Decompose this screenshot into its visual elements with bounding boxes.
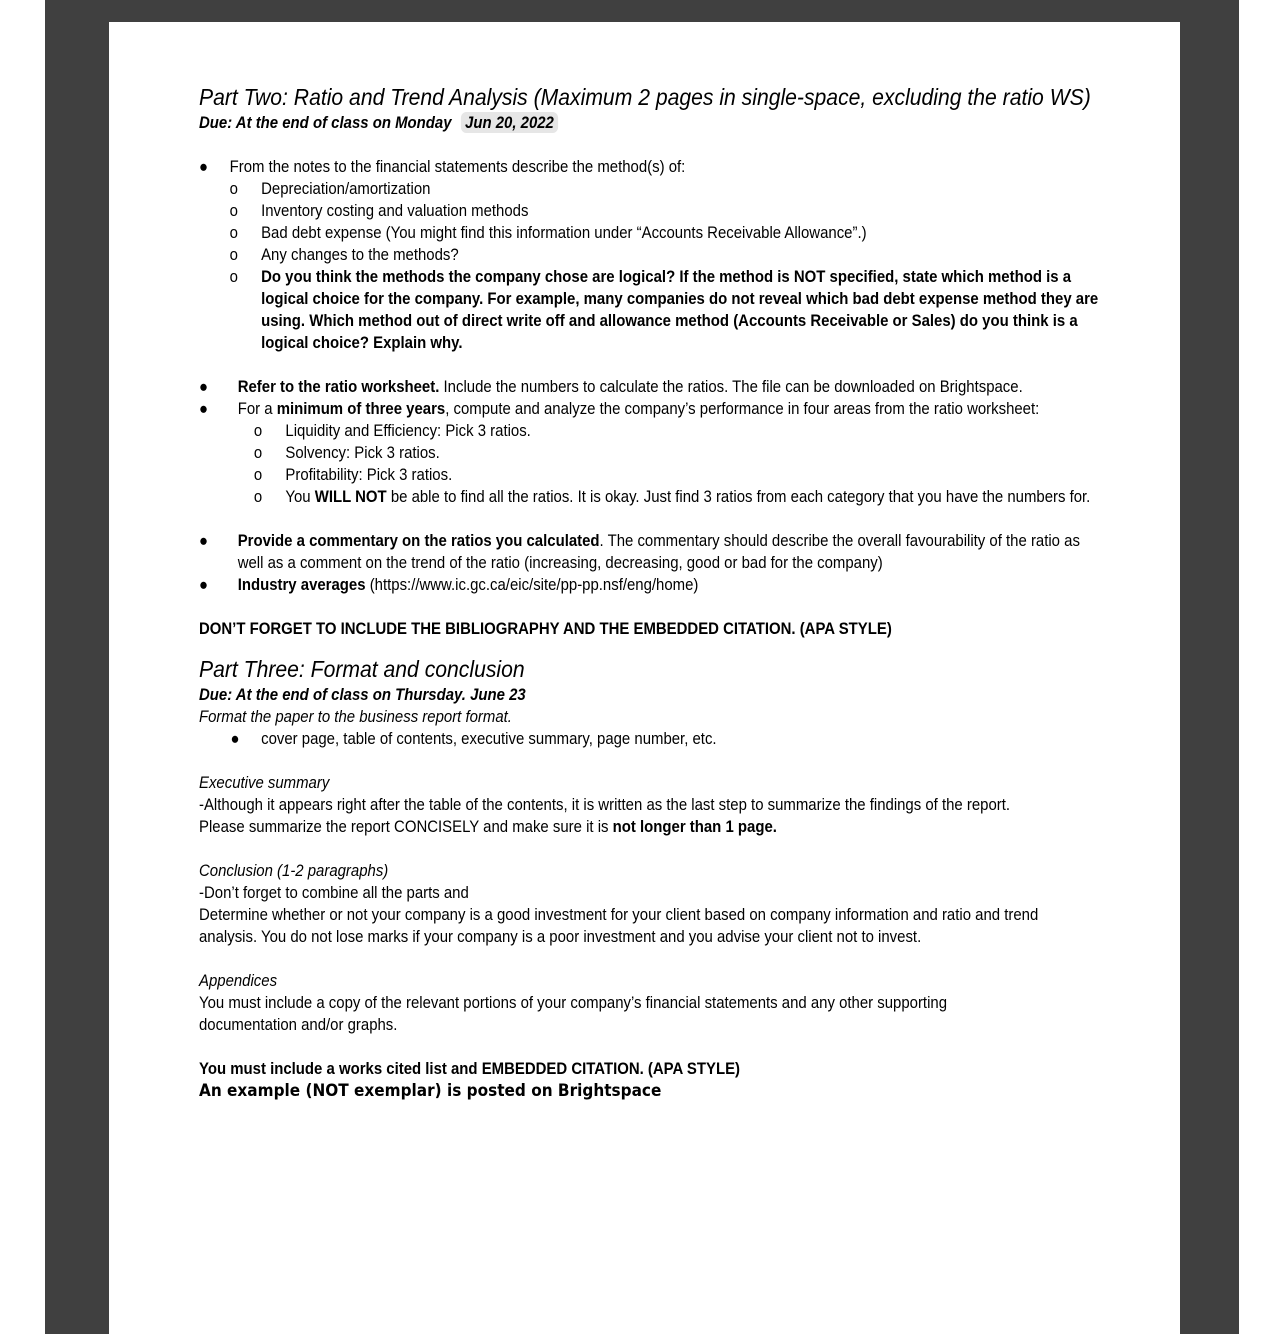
part-three-heading: Part Three: Format and conclusion	[199, 656, 525, 682]
list-item	[230, 200, 1099, 222]
ratio-sub-list	[254, 420, 1099, 508]
example-note: An example (NOT exemplar) is posted on Brightspace	[199, 1081, 662, 1101]
works-cited-reminder: You must include a works cited list and EMBEDDED CITATION. (APA STYLE)	[199, 1059, 741, 1078]
part-two-due	[199, 112, 1099, 134]
conclusion-line: Determine whether or not your company is a good investment for your client based on company information and ratio and trend analysis. You do not lose marks if your company is a poor investment and you advise your client not to invest.	[199, 905, 1039, 946]
list-item	[199, 156, 1099, 354]
sub-item-text: Any changes to the methods?	[261, 245, 459, 264]
document-page	[109, 22, 1180, 1334]
sub-item-text: Solvency: Pick 3 ratios.	[285, 443, 440, 462]
industry-averages-link: (https://www.ic.gc.ca/eic/site/pp-pp.nsf/eng/home)	[365, 575, 699, 594]
bullet-text: cover page, table of contents, executive summary, page number, etc.	[261, 729, 717, 748]
conclusion-heading: Conclusion (1-2 paragraphs)	[199, 861, 389, 880]
list-item	[199, 398, 1099, 508]
methods-sub-list	[230, 178, 1099, 354]
executive-summary-bold-text: not longer than 1 page.	[612, 817, 777, 836]
sub-item-text: Liquidity and Efficiency: Pick 3 ratios.	[285, 421, 531, 440]
bullet-text: Include the numbers to calculate the ratios. The file can be downloaded on Brightspace.	[439, 377, 1023, 396]
sub-bullet-icon: o	[229, 201, 238, 220]
list-item	[230, 222, 1099, 244]
format-note: Format the paper to the business report format.	[199, 707, 512, 726]
bullet-icon: ●	[199, 575, 209, 594]
sub-item-text: Profitability: Pick 3 ratios.	[285, 465, 453, 484]
bullet-icon: ●	[199, 399, 209, 418]
sub-item-text: Bad debt expense (You might find this information under “Accounts Receivable Allowance”.)	[261, 223, 867, 242]
list-item	[254, 442, 1099, 464]
sub-item-text: be able to find all the ratios. It is okay. Just find 3 ratios from each category that you have the numbers for.	[386, 487, 1091, 506]
list-item	[199, 574, 1099, 596]
list-item	[230, 266, 1099, 354]
list-item	[254, 486, 1099, 508]
list-item	[231, 728, 1100, 750]
sub-bullet-icon: o	[229, 245, 238, 264]
sub-bullet-icon: o	[253, 443, 263, 462]
sub-bullet-icon: o	[229, 179, 238, 198]
executive-summary-text: Please summarize the report CONCISELY and make sure it is	[199, 817, 613, 836]
sub-item-text: Do you think the methods the company chose are logical? If the method is NOT specified, state which method is a logical choice for the company. For example, many companies do not reveal which bad debt expense method they are using. Which method out of direct write off and allowance method (Accounts Receivable or Sales) do you think is a logical choice? Explain why.	[261, 267, 1099, 352]
page-content	[199, 82, 1099, 1102]
list-item	[230, 178, 1099, 200]
bullet-text: . The commentary should describe the overall favourability of the ratio as well as a comment on the trend of the ratio (increasing, decreasing, good or bad for the company)	[237, 531, 1080, 572]
executive-summary-line	[199, 816, 1099, 838]
sub-bullet-icon: o	[253, 487, 263, 506]
notes-bullet-list	[199, 156, 1099, 354]
list-item	[199, 376, 1099, 398]
appendices-heading: Appendices	[199, 971, 278, 990]
due-date-highlight: Jun 20, 2022	[461, 112, 559, 133]
bullet-icon: ●	[199, 531, 209, 550]
sub-item-bold-text: WILL NOT	[314, 487, 387, 506]
list-item	[254, 420, 1099, 442]
sub-bullet-icon: o	[229, 267, 238, 286]
bullet-icon: ●	[199, 157, 209, 176]
bullet-bold-text: Provide a commentary on the ratios you calculated	[237, 531, 600, 550]
commentary-bullet-list	[199, 530, 1099, 596]
part-two-heading: Part Two: Ratio and Trend Analysis (Maximum 2 pages in single-space, excluding the ratio WS)	[199, 84, 1091, 110]
due-prefix: Due: At the end of class on Monday	[199, 113, 452, 132]
list-item	[230, 244, 1099, 266]
sub-bullet-icon: o	[229, 223, 238, 242]
sub-item-text: Inventory costing and valuation methods	[261, 201, 529, 220]
bullet-icon: ●	[230, 729, 240, 748]
executive-summary-line: -Although it appears right after the table of the contents, it is written as the last step to summarize the findings of the report.	[199, 795, 1011, 814]
format-bullet-list	[199, 728, 1099, 750]
bullet-text: , compute and analyze the company’s performance in four areas from the ratio worksheet:	[445, 399, 1040, 418]
bullet-bold-text: Refer to the ratio worksheet.	[237, 377, 440, 396]
conclusion-line: -Don’t forget to combine all the parts and	[199, 883, 469, 902]
bibliography-reminder: DON’T FORGET TO INCLUDE THE BIBLIOGRAPHY AND THE EMBEDDED CITATION. (APA STYLE)	[199, 619, 892, 638]
bullet-bold-text: minimum of three years	[276, 399, 446, 418]
sub-bullet-icon: o	[253, 465, 263, 484]
bullet-text: For a	[237, 399, 277, 418]
list-item	[254, 464, 1099, 486]
sub-item-text: Depreciation/amortization	[261, 179, 431, 198]
bullet-bold-text: Industry averages	[237, 575, 366, 594]
ratio-bullet-list	[199, 376, 1099, 508]
sub-bullet-icon: o	[253, 421, 263, 440]
sub-item-text: You	[285, 487, 315, 506]
executive-summary-heading: Executive summary	[199, 773, 330, 792]
bullet-text: From the notes to the financial statements describe the method(s) of:	[229, 157, 686, 176]
bullet-icon: ●	[199, 377, 209, 396]
part-three-due: Due: At the end of class on Thursday. June 23	[199, 685, 526, 704]
appendices-text: You must include a copy of the relevant portions of your company’s financial statements and any other supporting documentation and/or graphs.	[199, 993, 947, 1034]
list-item	[199, 530, 1099, 574]
